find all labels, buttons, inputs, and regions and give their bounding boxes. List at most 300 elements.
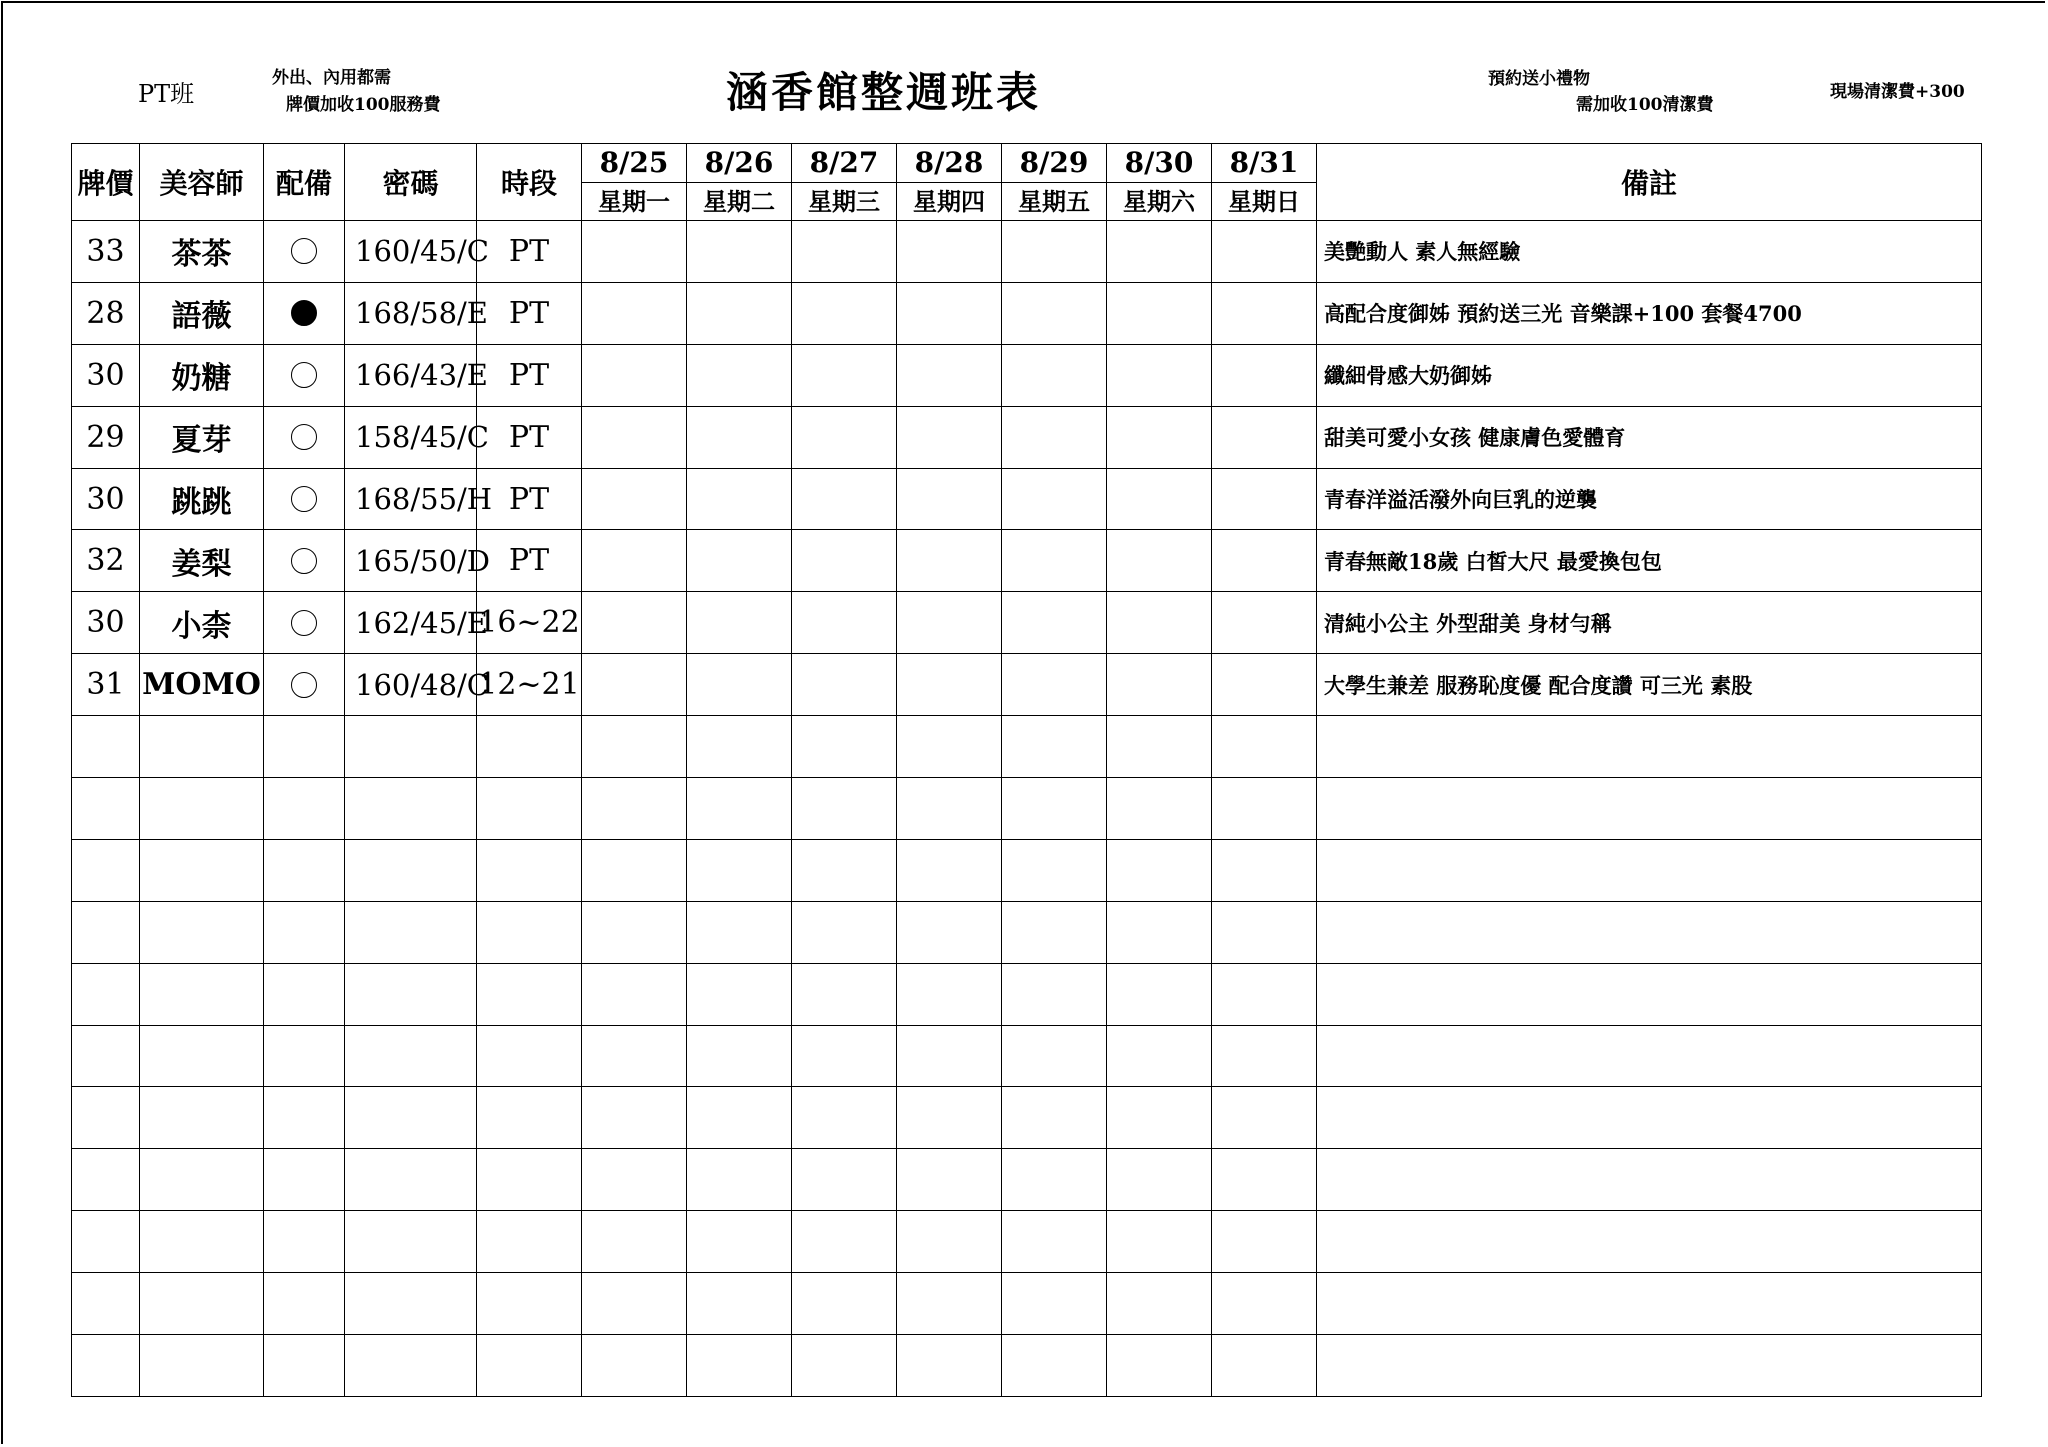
cell-day	[792, 282, 897, 344]
table-row-empty	[72, 778, 1982, 840]
cell-empty	[72, 716, 140, 778]
cell-name: MOMO	[140, 654, 264, 716]
table-row-empty	[72, 1211, 1982, 1273]
cell-code: 160/45/C	[345, 221, 477, 283]
empty-circle-icon	[291, 672, 317, 698]
cell-day	[897, 221, 1002, 283]
cell-empty	[897, 1087, 1002, 1149]
cell-empty	[1107, 716, 1212, 778]
cell-empty	[264, 1149, 345, 1211]
col-header-remark: 備註	[1317, 144, 1982, 221]
cell-code: 166/43/E	[345, 344, 477, 406]
day-date: 8/29	[1002, 144, 1106, 183]
cell-empty	[1212, 778, 1317, 840]
cell-empty	[582, 716, 687, 778]
col-header-day	[897, 144, 1002, 221]
cell-empty	[264, 1273, 345, 1335]
cell-day	[1212, 282, 1317, 344]
cell-equip	[264, 221, 345, 283]
cell-remark: 清純小公主 外型甜美 身材勻稱	[1317, 592, 1982, 654]
table-row	[72, 344, 1982, 406]
cell-empty	[687, 901, 792, 963]
cell-empty	[1212, 1025, 1317, 1087]
cell-empty	[582, 1087, 687, 1149]
empty-circle-icon	[291, 486, 317, 512]
cell-day	[792, 592, 897, 654]
cell-day	[1107, 282, 1212, 344]
cell-empty	[897, 839, 1002, 901]
cell-equip	[264, 406, 345, 468]
cell-empty	[477, 716, 582, 778]
cell-slot: 16~22	[477, 592, 582, 654]
cell-empty	[264, 1025, 345, 1087]
cell-empty	[687, 1273, 792, 1335]
schedule-table	[71, 143, 1982, 1397]
cell-price: 30	[72, 592, 140, 654]
cell-empty	[897, 1025, 1002, 1087]
cell-day	[1212, 468, 1317, 530]
cell-day	[1002, 654, 1107, 716]
cell-empty	[477, 901, 582, 963]
col-header-name: 美容師	[140, 144, 264, 221]
cell-name: 奶糖	[140, 344, 264, 406]
cell-empty	[477, 1087, 582, 1149]
cell-empty	[1317, 1025, 1982, 1087]
cell-empty	[477, 1025, 582, 1087]
gift-note-line1: 預約送小禮物	[1488, 69, 1590, 89]
gift-note-line2: 需加收100清潔費	[1576, 95, 1714, 115]
cell-empty	[897, 1149, 1002, 1211]
cell-day	[1002, 406, 1107, 468]
cell-empty	[687, 778, 792, 840]
table-row-empty	[72, 1273, 1982, 1335]
cell-empty	[345, 716, 477, 778]
cell-empty	[687, 1149, 792, 1211]
cell-empty	[477, 1335, 582, 1397]
cell-empty	[897, 716, 1002, 778]
cell-price: 30	[72, 468, 140, 530]
cell-empty	[140, 716, 264, 778]
header-row	[72, 144, 1982, 221]
cell-day	[1002, 468, 1107, 530]
cell-empty	[1212, 1087, 1317, 1149]
empty-circle-icon	[291, 548, 317, 574]
cell-empty	[1317, 839, 1982, 901]
day-weekday: 星期五	[1018, 187, 1090, 216]
cell-slot: PT	[477, 406, 582, 468]
cell-empty	[1212, 1211, 1317, 1273]
day-weekday: 星期四	[913, 187, 985, 216]
cell-day	[1002, 592, 1107, 654]
col-header-equip: 配備	[264, 144, 345, 221]
cell-day	[897, 654, 1002, 716]
cell-empty	[477, 839, 582, 901]
cell-empty	[477, 778, 582, 840]
day-date: 8/30	[1107, 144, 1211, 183]
cell-empty	[1002, 778, 1107, 840]
cell-empty	[1317, 778, 1982, 840]
cell-day	[582, 221, 687, 283]
cell-empty	[345, 963, 477, 1025]
cell-empty	[1317, 1149, 1982, 1211]
cell-slot: PT	[477, 344, 582, 406]
cell-day	[687, 468, 792, 530]
col-header-day	[582, 144, 687, 221]
cell-empty	[72, 778, 140, 840]
cell-empty	[1002, 1087, 1107, 1149]
cell-day	[1002, 530, 1107, 592]
cell-day	[1002, 344, 1107, 406]
cell-empty	[582, 839, 687, 901]
empty-circle-icon	[291, 238, 317, 264]
cell-remark: 青春無敵18歲 白皙大尺 最愛換包包	[1317, 530, 1982, 592]
cell-remark: 美艷動人 素人無經驗	[1317, 221, 1982, 283]
cell-remark: 高配合度御姊 預約送三光 音樂課+100 套餐4700	[1317, 282, 1982, 344]
cell-name: 跳跳	[140, 468, 264, 530]
cell-empty	[1002, 1149, 1107, 1211]
day-date: 8/25	[582, 144, 686, 183]
table-row	[72, 530, 1982, 592]
cell-empty	[897, 1273, 1002, 1335]
empty-circle-icon	[291, 610, 317, 636]
cell-empty	[897, 901, 1002, 963]
cell-code: 162/45/E	[345, 592, 477, 654]
cell-empty	[687, 1335, 792, 1397]
cell-empty	[264, 839, 345, 901]
cell-day	[687, 592, 792, 654]
cell-empty	[264, 778, 345, 840]
table-row-empty	[72, 963, 1982, 1025]
cell-empty	[687, 716, 792, 778]
day-weekday: 星期六	[1123, 187, 1195, 216]
cell-equip	[264, 468, 345, 530]
cell-remark: 青春洋溢活潑外向巨乳的逆襲	[1317, 468, 1982, 530]
cell-empty	[140, 1087, 264, 1149]
cell-empty	[1212, 839, 1317, 901]
cell-empty	[72, 1335, 140, 1397]
cell-name: 姜梨	[140, 530, 264, 592]
cell-slot: PT	[477, 221, 582, 283]
cell-empty	[792, 1211, 897, 1273]
cell-day	[582, 282, 687, 344]
cell-price: 30	[72, 344, 140, 406]
cell-day	[1107, 221, 1212, 283]
service-fee-note-line2: 牌價加收100服務費	[286, 95, 441, 115]
cell-remark: 甜美可愛小女孩 健康膚色愛體育	[1317, 406, 1982, 468]
cell-empty	[140, 1025, 264, 1087]
cell-empty	[1002, 839, 1107, 901]
cell-empty	[897, 778, 1002, 840]
cell-empty	[1002, 1211, 1107, 1273]
cell-empty	[582, 1149, 687, 1211]
cell-empty	[140, 963, 264, 1025]
cell-empty	[477, 963, 582, 1025]
cell-empty	[72, 1087, 140, 1149]
cell-day	[687, 282, 792, 344]
cell-empty	[1212, 716, 1317, 778]
cell-name: 茶茶	[140, 221, 264, 283]
cell-empty	[1002, 1025, 1107, 1087]
cell-empty	[897, 963, 1002, 1025]
cell-day	[897, 592, 1002, 654]
cell-empty	[264, 1087, 345, 1149]
cell-empty	[345, 1025, 477, 1087]
table-row	[72, 406, 1982, 468]
cell-empty	[264, 901, 345, 963]
cell-empty	[792, 839, 897, 901]
day-date: 8/26	[687, 144, 791, 183]
cell-day	[582, 344, 687, 406]
table-row	[72, 654, 1982, 716]
col-header-slot: 時段	[477, 144, 582, 221]
cell-price: 31	[72, 654, 140, 716]
cell-empty	[792, 901, 897, 963]
table-row-empty	[72, 1335, 1982, 1397]
cell-empty	[897, 1211, 1002, 1273]
schedule-body	[72, 221, 1982, 1397]
cell-empty	[1002, 716, 1107, 778]
cell-day	[687, 344, 792, 406]
cell-empty	[140, 1335, 264, 1397]
cell-empty	[264, 716, 345, 778]
cell-empty	[1317, 1273, 1982, 1335]
cell-day	[897, 282, 1002, 344]
cell-name: 語薇	[140, 282, 264, 344]
cell-code: 165/50/D	[345, 530, 477, 592]
cell-code: 160/48/C	[345, 654, 477, 716]
cell-price: 29	[72, 406, 140, 468]
col-header-day	[1002, 144, 1107, 221]
cell-day	[1212, 406, 1317, 468]
cell-empty	[1212, 963, 1317, 1025]
cell-empty	[72, 901, 140, 963]
cell-day	[582, 468, 687, 530]
cell-day	[897, 468, 1002, 530]
cell-empty	[792, 1025, 897, 1087]
cell-empty	[1107, 778, 1212, 840]
cell-empty	[1212, 1335, 1317, 1397]
cell-day	[687, 406, 792, 468]
service-fee-note-line1: 外出、內用都需	[272, 68, 391, 88]
cell-day	[792, 654, 897, 716]
cell-price: 32	[72, 530, 140, 592]
cell-empty	[477, 1149, 582, 1211]
cell-day	[687, 530, 792, 592]
cell-empty	[1317, 963, 1982, 1025]
cell-empty	[264, 963, 345, 1025]
day-weekday: 星期一	[598, 187, 670, 216]
empty-circle-icon	[291, 362, 317, 388]
cell-empty	[582, 901, 687, 963]
cell-day	[1107, 654, 1212, 716]
cell-day	[1107, 406, 1212, 468]
cell-empty	[1107, 1025, 1212, 1087]
cell-day	[897, 406, 1002, 468]
cell-empty	[792, 1335, 897, 1397]
cell-empty	[72, 1211, 140, 1273]
cell-slot: PT	[477, 530, 582, 592]
cell-empty	[477, 1211, 582, 1273]
day-weekday: 星期日	[1228, 187, 1300, 216]
cell-equip	[264, 654, 345, 716]
cell-name: 小柰	[140, 592, 264, 654]
cell-empty	[1317, 716, 1982, 778]
cell-day	[1002, 282, 1107, 344]
cell-empty	[264, 1335, 345, 1397]
cell-day	[897, 530, 1002, 592]
cell-empty	[582, 1025, 687, 1087]
col-header-day	[687, 144, 792, 221]
cleaning-fee-note: 現場清潔費+300	[1830, 82, 1965, 102]
col-header-code: 密碼	[345, 144, 477, 221]
cell-empty	[72, 1273, 140, 1335]
cell-day	[792, 344, 897, 406]
cell-slot: PT	[477, 282, 582, 344]
cell-empty	[72, 963, 140, 1025]
table-row-empty	[72, 1025, 1982, 1087]
cell-remark: 大學生兼差 服務恥度優 配合度讚 可三光 素股	[1317, 654, 1982, 716]
cell-empty	[72, 1149, 140, 1211]
cell-empty	[792, 716, 897, 778]
cell-empty	[792, 1149, 897, 1211]
cell-empty	[1317, 1335, 1982, 1397]
cell-price: 33	[72, 221, 140, 283]
cell-empty	[345, 1087, 477, 1149]
cell-day	[582, 592, 687, 654]
col-header-day	[792, 144, 897, 221]
cell-empty	[687, 963, 792, 1025]
cell-day	[582, 654, 687, 716]
cell-empty	[1317, 1087, 1982, 1149]
cell-day	[1212, 530, 1317, 592]
page-title: 涵香館整週班表	[726, 68, 1042, 117]
cell-empty	[1002, 1273, 1107, 1335]
cell-slot: 12~21	[477, 654, 582, 716]
cell-remark: 纖細骨感大奶御姊	[1317, 344, 1982, 406]
cell-equip	[264, 530, 345, 592]
cell-empty	[687, 1087, 792, 1149]
table-row-empty	[72, 1087, 1982, 1149]
cell-day	[1107, 592, 1212, 654]
cell-empty	[1107, 963, 1212, 1025]
day-weekday: 星期三	[808, 187, 880, 216]
cell-empty	[1002, 901, 1107, 963]
day-date: 8/31	[1212, 144, 1316, 183]
cell-slot: PT	[477, 468, 582, 530]
cell-empty	[345, 778, 477, 840]
cell-code: 158/45/C	[345, 406, 477, 468]
class-label: PT班	[138, 80, 195, 108]
cell-day	[1212, 344, 1317, 406]
cell-day	[687, 654, 792, 716]
cell-equip	[264, 344, 345, 406]
cell-day	[792, 221, 897, 283]
cell-empty	[792, 1273, 897, 1335]
cell-empty	[1212, 1273, 1317, 1335]
table-row-empty	[72, 901, 1982, 963]
cell-empty	[140, 778, 264, 840]
col-header-price: 牌價	[72, 144, 140, 221]
cell-code: 168/58/E	[345, 282, 477, 344]
cell-day	[897, 344, 1002, 406]
cell-empty	[1107, 839, 1212, 901]
cell-equip	[264, 592, 345, 654]
cell-empty	[1107, 1273, 1212, 1335]
cell-name: 夏芽	[140, 406, 264, 468]
cell-empty	[1212, 1149, 1317, 1211]
cell-empty	[687, 1025, 792, 1087]
cell-empty	[1107, 1087, 1212, 1149]
cell-empty	[345, 1211, 477, 1273]
cell-empty	[477, 1273, 582, 1335]
table-row-empty	[72, 716, 1982, 778]
table-row-empty	[72, 1149, 1982, 1211]
cell-empty	[345, 839, 477, 901]
table-row	[72, 592, 1982, 654]
cell-empty	[264, 1211, 345, 1273]
cell-empty	[140, 1211, 264, 1273]
cell-empty	[140, 1273, 264, 1335]
cell-day	[1107, 530, 1212, 592]
table-row	[72, 221, 1982, 283]
col-header-day	[1107, 144, 1212, 221]
cell-empty	[345, 1273, 477, 1335]
cell-day	[687, 221, 792, 283]
col-header-day	[1212, 144, 1317, 221]
cell-day	[792, 530, 897, 592]
cell-empty	[1107, 1335, 1212, 1397]
cell-empty	[345, 901, 477, 963]
table-row	[72, 282, 1982, 344]
cell-empty	[1002, 963, 1107, 1025]
cell-day	[1212, 654, 1317, 716]
cell-empty	[140, 839, 264, 901]
cell-empty	[792, 963, 897, 1025]
cell-empty	[1002, 1335, 1107, 1397]
cell-equip	[264, 282, 345, 344]
cell-day	[582, 530, 687, 592]
cell-empty	[897, 1335, 1002, 1397]
cell-empty	[72, 1025, 140, 1087]
table-row	[72, 468, 1982, 530]
cell-day	[792, 406, 897, 468]
cell-empty	[582, 1273, 687, 1335]
cell-empty	[792, 1087, 897, 1149]
cell-empty	[687, 839, 792, 901]
cell-day	[1107, 468, 1212, 530]
cell-empty	[582, 963, 687, 1025]
cell-empty	[1212, 901, 1317, 963]
cell-empty	[345, 1149, 477, 1211]
table-row-empty	[72, 839, 1982, 901]
cell-day	[1002, 221, 1107, 283]
cell-day	[1212, 592, 1317, 654]
cell-empty	[582, 1211, 687, 1273]
cell-empty	[1317, 1211, 1982, 1273]
cell-empty	[582, 778, 687, 840]
cell-empty	[140, 1149, 264, 1211]
cell-empty	[140, 901, 264, 963]
cell-empty	[1107, 1211, 1212, 1273]
day-date: 8/28	[897, 144, 1001, 183]
cell-code: 168/55/H	[345, 468, 477, 530]
day-weekday: 星期二	[703, 187, 775, 216]
cell-empty	[687, 1211, 792, 1273]
cell-empty	[345, 1335, 477, 1397]
day-date: 8/27	[792, 144, 896, 183]
cell-day	[792, 468, 897, 530]
cell-day	[1212, 221, 1317, 283]
